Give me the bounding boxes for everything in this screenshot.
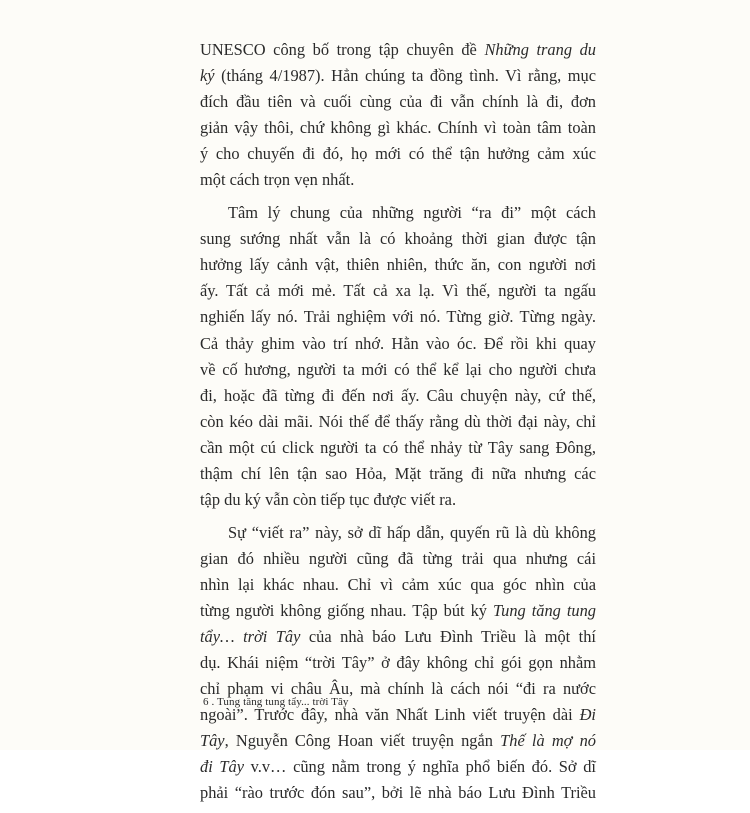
text-run: nhìn lại khác nhau. Chỉ vì cảm xúc qua góc nhìn của	[200, 574, 596, 594]
text-run: ấy. Tất cả mới mẻ. Tất cả xa lạ. Vì thế, người ta ngấu	[200, 281, 596, 301]
italic-title: ký	[200, 66, 215, 86]
italic-title: Tây	[200, 731, 225, 751]
text-line	[200, 304, 596, 330]
paragraph	[200, 200, 596, 513]
text-line	[200, 252, 596, 278]
text-run: cần một cú click người ta có thể nhảy từ Tây sang Đông,	[200, 437, 596, 457]
text-run: phải “rào trước đón sau”, bởi lẽ nhà báo Lưu Đình Triều	[200, 783, 596, 803]
text-line	[200, 572, 596, 598]
text-line	[200, 598, 596, 624]
italic-title: Thế là mợ nó	[500, 731, 596, 751]
text-run: v.v… cũng nằm trong ý nghĩa phổ biến đó. Sở dĩ	[243, 757, 596, 777]
text-run: tập du ký vẫn còn tiếp tục được viết ra.	[200, 489, 457, 509]
text-run: ý cho chuyến đi đó, họ mới có thể tận hưởng cảm xúc	[200, 144, 596, 164]
text-run: Tâm lý chung của những người “ra đi” một cách	[228, 203, 596, 223]
text-line	[200, 115, 596, 141]
text-run: đi, hoặc đã từng đi đến nơi ấy. Câu chuyện này, cứ thế,	[200, 385, 596, 405]
text-run: thậm chí lên tận sao Hỏa, Mặt trăng đi nữa nhưng các	[200, 463, 596, 483]
italic-title: Những trang du	[484, 40, 596, 59]
text-run: , Nguyễn Công Hoan viết truyện ngắn	[224, 731, 501, 751]
text-run: từng người không giống nhau. Tập bút ký	[200, 600, 493, 620]
italic-title: tẩy… trời Tây	[200, 627, 301, 647]
text-line	[200, 728, 596, 754]
text-run: một cách trọn vẹn nhất.	[200, 170, 355, 190]
text-line	[200, 461, 596, 487]
text-run: còn kéo dài mãi. Nói thế để thấy rằng dù thời đại này, chỉ	[200, 411, 596, 431]
text-run: (tháng 4/1987). Hẳn chúng ta đồng tình. Vì rằng, mục	[214, 66, 596, 86]
text-line	[200, 487, 596, 513]
text-line	[200, 754, 596, 780]
page-number: 6	[203, 696, 209, 708]
text-line	[200, 200, 596, 226]
running-footer	[203, 696, 349, 708]
paragraph	[200, 37, 596, 193]
text-line	[200, 435, 596, 461]
text-line	[200, 546, 596, 572]
text-run: giản vậy thôi, chứ không gì khác. Chính vì toàn tâm toàn	[200, 118, 596, 138]
text-line	[200, 520, 596, 546]
running-title: Tung tăng tung tẩy... trời Tây	[216, 696, 349, 708]
text-run: chỉ phạm vi châu Âu, mà chính là cách nói “đi ra nước	[200, 679, 596, 699]
text-line	[200, 37, 596, 63]
text-line	[200, 226, 596, 252]
text-line	[200, 650, 596, 676]
text-line	[200, 409, 596, 435]
italic-title: đi Tây	[200, 757, 244, 777]
italic-title: Đi	[579, 705, 596, 725]
paragraph	[200, 520, 596, 807]
text-line	[200, 141, 596, 167]
text-run: của nhà báo Lưu Đình Triều là một thí	[300, 627, 596, 647]
italic-title: Tung tăng tung	[492, 600, 596, 620]
text-run: Cả thảy ghim vào trí nhớ. Hằn vào óc. Để rồi khi quay	[200, 333, 596, 353]
text-line	[200, 63, 596, 89]
text-line	[200, 624, 596, 650]
text-line	[200, 780, 596, 806]
text-run: dụ. Khái niệm “trời Tây” ở đây không chỉ gói gọn nhằm	[200, 653, 596, 673]
text-run: về cố hương, người ta mới có thể kể lại cho người chưa	[200, 359, 596, 379]
text-run: ngoài”. Trước đây, nhà văn Nhất Linh viết truyện dài	[200, 705, 580, 725]
text-line	[200, 357, 596, 383]
text-run: nghiến lấy nó. Trải nghiệm với nó. Từng giờ. Từng ngày.	[200, 307, 596, 327]
text-line	[200, 89, 596, 115]
text-run: sung sướng nhất vẫn là có khoảng thời gian được tận	[200, 229, 596, 249]
text-run: UNESCO công bố trong tập chuyên đề	[200, 40, 485, 59]
text-run: Sự “viết ra” này, sở dĩ hấp dẫn, quyến rũ là dù không	[228, 522, 596, 542]
text-line	[200, 167, 596, 193]
footer-separator: .	[211, 696, 215, 708]
text-line	[200, 331, 596, 357]
text-run: hưởng lấy cảnh vật, thiên nhiên, thức ăn, con người nơi	[200, 255, 596, 275]
text-line	[200, 383, 596, 409]
text-line	[200, 278, 596, 304]
text-run: đích đầu tiên và cuối cùng của đi vẫn chính là đi, đơn	[200, 92, 596, 112]
text-run: gian đó nhiều người cũng đã từng trải qua nhưng cái	[200, 548, 596, 568]
